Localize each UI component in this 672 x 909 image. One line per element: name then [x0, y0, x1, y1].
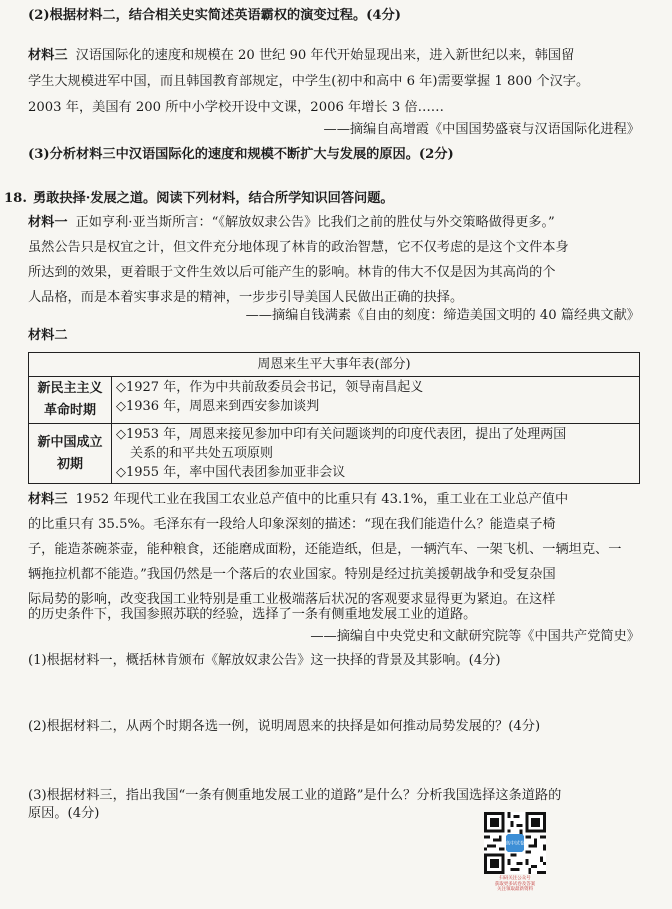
q18-question-3-line2: 原因。(4分) — [28, 806, 100, 821]
q17-material3-line3: 2003 年，美国有 200 所中小学校开设中文课，2006 年增长 3 倍…… — [28, 100, 444, 115]
period-events — [112, 424, 640, 484]
q18-heading: 18. 勇敢抉择·发展之道。阅读下列材料，结合所学知识回答问题。 — [4, 191, 394, 206]
q17-material3-citation: ——摘编自高增霞《中国国势盛衰与汉语国际化进程》 — [323, 122, 640, 137]
qr-code-image — [484, 812, 546, 874]
q18-material3-line6: 的历史条件下，我国参照苏联的经验，选择了一条有侧重地发展工业的道路。 — [28, 607, 477, 622]
q18-material3-line2: 的比重只有 35.5%。毛泽东有一段给人印象深刻的描述：“现在我们能造什么？能造桌子椅 — [28, 517, 556, 532]
q18-question-3-line1: (3)根据材料三，指出我国“一条有侧重地发展工业的道路”是什么？分析我国选择这条道路的 — [28, 788, 562, 803]
q18-material1-line4: 人品格，而是本着实事求是的精神，一步步引导美国人民做出正确的抉择。 — [28, 290, 464, 305]
period-events — [112, 377, 640, 424]
q18-material1-line3: 所达到的效果，更着眼于文件生效以后可能产生的影响。林肯的伟大不仅是因为其高尚的个 — [28, 265, 556, 280]
qr-caption: 扫码关注公众号 获取更多试卷及答案 关注领取最新资料 — [494, 876, 536, 892]
q17-material3-label: 材料三 — [28, 48, 68, 63]
q18-material1-citation: ——摘编自钱满素《自由的刻度：缔造美国文明的 40 篇经典文献》 — [245, 308, 640, 323]
q17-sub3: (3)分析材料三中汉语国际化的速度和规模不断扩大与发展的原因。(2分) — [28, 147, 454, 162]
q18-material3-line3: 子，能造茶碗茶壶，能种粮食，还能磨成面粉，还能造纸，但是，一辆汽车、一架飞机、一辆坦克、一 — [28, 542, 622, 557]
q18-number: 18. — [4, 191, 27, 206]
event-1955: ◇1955 年，率中国代表团参加亚非会议 — [116, 465, 346, 480]
q18-material3-line5: 际局势的影响，改变我国工业特别是重工业极端落后状况的客观要求显得更为紧迫。在这样 — [28, 592, 556, 607]
q18-question-2: (2)根据材料二，从两个时期各选一例，说明周恩来的抉择是如何推动局势发展的？(4分) — [28, 719, 541, 734]
period-early-prc: 新中国成立 初期 — [29, 424, 112, 484]
q18-material1-line1: 材料一 正如亨利·亚当斯所言：“《解放奴隶公告》比我们之前的胜仗与外交策略做得更多。” — [28, 215, 555, 230]
q18-material2-label: 材料二 — [28, 328, 68, 343]
zhou-enlai-chronology-table — [28, 352, 640, 484]
event-1936: ◇1936 年，周恩来到西安参加谈判 — [116, 399, 320, 414]
q18-material3-label: 材料三 — [28, 492, 68, 507]
q18-material3-line1: 材料三 1952 年现代工业在我国工农业总产值中的比重只有 43.1%，重工业在工业总产值中 — [28, 492, 569, 507]
q17-sub2: (2)根据材料二，结合相关史实简述英语霸权的演变过程。(4分) — [28, 8, 401, 23]
q17-material3-line1: 材料三 汉语国际化的速度和规模在 20 世纪 90 年代开始显现出来，进入新世纪以来，韩国留 — [28, 48, 575, 63]
event-1927: ◇1927 年，作为中共前敌委员会书记，领导南昌起义 — [116, 380, 424, 395]
q17-material3-line2: 学生大规模进军中国，而且韩国教育部规定，中学生(初中和高中 6 年)需要掌握 1 800 个汉字。 — [28, 74, 590, 89]
qr-badge: 高中试卷 — [505, 841, 525, 847]
q18-material3-citation: ——摘编自中央党史和文献研究院等《中国共产党简史》 — [310, 629, 640, 644]
event-1953: ◇1953 年，周恩来接见参加中印有关问题谈判的印度代表团，提出了处理两国 — [116, 427, 567, 442]
q18-material3-line4: 辆拖拉机都不能造。”我国仍然是一个落后的农业国家。特别是经过抗美援朝战争和受复杂国 — [28, 567, 556, 582]
period-new-democratic: 新民主主义 革命时期 — [29, 377, 112, 424]
q18-material1-label: 材料一 — [28, 215, 68, 230]
q18-material1-line2: 虽然公告只是权宜之计，但文件充分地体现了林肯的政治智慧，它不仅考虑的是这个文件本身 — [28, 240, 569, 255]
q18-question-1: (1)根据材料一，概括林肯颁布《解放奴隶公告》这一抉择的背景及其影响。(4分) — [28, 653, 501, 668]
event-1953-continued: 关系的和平共处五项原则 — [130, 446, 274, 461]
table-title: 周恩来生平大事年表(部分) — [29, 353, 640, 377]
